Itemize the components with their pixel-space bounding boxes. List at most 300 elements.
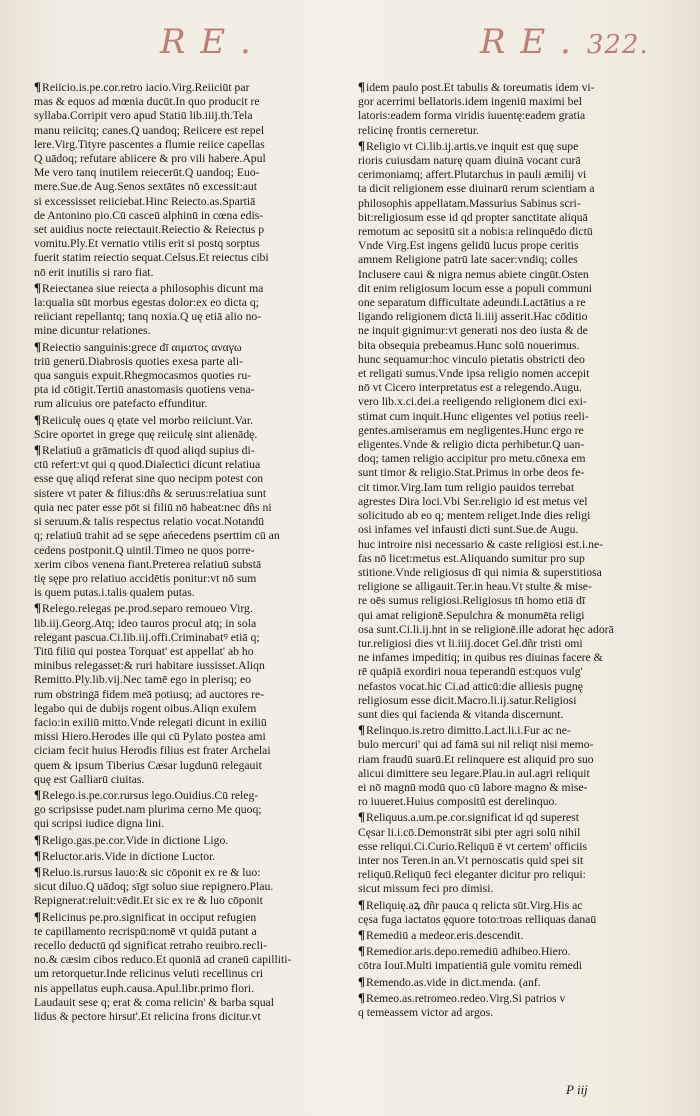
line-text: doq; tamen religio accipitur pro metu.cōnexa em [358,452,586,466]
text-line [34,803,334,817]
line-text: Remedior.aris.depo.remediū adhibeo.Hiero. [366,945,571,959]
pilcrow-icon: ¶ [358,990,366,1005]
dictionary-entry [358,898,648,927]
dictionary-entry [34,601,334,787]
text-line [34,716,334,730]
text-line [358,840,648,854]
line-text: Reiiculę oues q ętate vel morbo reiiciunt.Var. [42,413,253,427]
line-text: fas nō licet:metus est.Aliquando sumitur pro sup [358,551,585,565]
line-text: osi infames vel infausti dicti sunt.Sue.de Augu. [358,523,579,537]
line-text: Me vero tanq inutilem reiecerūt.Q uandoq; Euo- [34,166,260,180]
text-line [358,944,648,959]
line-text: Vnde Virg.Est ingens gelidū lucus prope ceritis [358,239,579,253]
text-line [358,367,648,381]
line-text: esse reliqui.Ci.Curio.Reliquū ē vt certem' officiis [358,839,588,853]
text-line [34,880,334,894]
text-line [34,645,334,659]
text-line [358,738,648,752]
text-line [358,959,648,973]
text-line [358,197,648,211]
signature-mark: P iij [566,1082,588,1097]
line-text: lere.Virg.Tityre pascentes a flumie reiice capellas [34,137,265,151]
line-text: xerim cibos venena fiant.Preterea relatiuū substā [34,557,262,571]
dictionary-entry [34,340,334,412]
text-line [358,495,648,509]
line-text: gentes.amiseramus em negligentes.Hunc ergo re [358,423,584,437]
text-line [34,773,334,787]
text-line [358,694,648,708]
pilcrow-icon: ¶ [34,339,42,354]
text-line [358,95,648,109]
dictionary-entry [358,928,648,943]
line-text: cedens postponit.Q uintil.Timeo ne quos porre- [34,543,255,557]
pilcrow-icon: ¶ [358,80,366,94]
text-line [34,223,334,237]
line-text: ro iuueret.Huius compositū est derelinquo. [358,795,558,809]
text-line [358,239,648,253]
text-line [34,152,334,166]
text-line [34,730,334,744]
line-text: mere.Sue.de Aug.Senos sextātes nō excessit:aut [34,180,257,194]
text-line [358,452,648,466]
text-line [34,124,334,138]
text-line [34,572,334,586]
text-line [358,898,648,913]
line-text: Remendo.as.vide in dict.menda. (anf. [366,975,541,989]
text-line [358,466,648,480]
pilcrow-icon: ¶ [34,787,42,802]
pilcrow-icon: ¶ [34,909,42,924]
line-text: religione se alligauit.Ter.in heau.Vt stulte & mise- [358,580,592,594]
text-line [34,673,334,687]
text-line [358,991,648,1006]
line-text: osa sunt.Ci.li.ij.hnt in se religionē.ille adorat hęc adorā [358,622,614,636]
line-text: stitione.Vnde religiosus dī qui nimia & superstitiosa [358,565,602,579]
line-text: quem & ipsum Tiberius Cæsar lugdunū relegauit [34,758,262,772]
text-line [358,580,648,594]
pilcrow-icon: ¶ [34,412,42,427]
line-text: quę est Galliarū ciuitas. [34,772,145,786]
line-text: latoris:eadem forma viridis iuuentę:eadem gratia [358,109,586,123]
line-text: esse quę aliqd referat sine quo necipm potest con [34,472,264,486]
text-line [34,413,334,428]
text-line [358,225,648,239]
line-text: fuerit statim reiectio sequat.Celsus.Et reiectus cibi [34,251,269,265]
line-text: hunc sequamur:hoc vinculo pietatis obstricti deo [358,352,585,366]
line-text: manu reiicitq; canes.Q uandoq; Reiicere est repel [34,123,265,137]
text-line [34,487,334,501]
pilcrow-icon: ¶ [34,80,42,94]
handwritten-note-right [480,22,649,62]
line-text: triū generū.Diabrosis quoties exesa parte ali- [34,354,244,368]
text-line [34,529,334,543]
dictionary-entry [34,910,334,1025]
text-line [358,124,648,138]
text-line [358,826,648,840]
hand-note-text: R E . [480,22,573,62]
text-line [358,810,648,825]
line-text: si excessisset reiiciebat.Hinc Reiecto.as.Spartiā [34,194,256,208]
text-line [34,702,334,716]
line-text: rē quāpiā exordiri noua teperandū est:quos vulg' [358,665,583,679]
line-text: eligentes.Vnde & religio dicta perhibetur.Q uan- [358,438,585,452]
line-text: bita obsequia prebeamus.Hunc solū nouerimus. [358,338,580,352]
line-text: Reiicio.is.pe.cor.retro iacio.Virg.Reiiciūt par [42,81,250,94]
text-line [358,296,648,310]
dictionary-entry [358,139,648,722]
line-text: stimat cum inquit.Hunc eligentes vel potius reeli- [358,409,589,423]
line-text: Relego.relegas pe.prod.separo remoueo Virg. [42,602,253,616]
line-text: agrestes Dira loci.Vbi Ser.religio id est metus vel [358,494,588,508]
text-line [358,928,648,943]
text-line [34,910,334,925]
line-text: solicitudo ab eo q; mentem religet.Inde dies religi [358,509,591,523]
line-text: bulo mercuri' qui ad famā sui nil reliqt nisi memo- [358,738,594,752]
line-text: Religio vt Ci.lib.ij.artis.ve inquit est quę supe [366,139,579,153]
text-line [34,925,334,939]
text-line [358,80,648,95]
text-line [34,586,334,600]
handwritten-note-left [160,22,253,62]
text-line [34,443,334,458]
line-text: Reluctor.aris.Vide in dictione Luctor. [42,849,216,863]
line-text: vero lib.x.ci.dei.a reeligendo religionem dici exi- [358,395,587,409]
line-text: ctū refert:vt qui q quod.Dialectici dicunt relatiua [34,458,261,472]
text-line [34,266,334,280]
text-line [34,355,334,369]
line-text: tur.religiosi dies vt li.iiij.docet Gel.dñr tristi omi [358,636,583,650]
text-line [358,854,648,868]
line-text: go scripsisse pudet.nam plurima cerno Me quoq; [34,803,262,817]
text-line [34,296,334,310]
dictionary-entry [358,975,648,990]
text-line [358,665,648,679]
line-text: Remeo.as.retromeo.redeo.Virg.Si patrios v [366,991,566,1005]
line-text: Inclusere caui & nigra nemus abiete cingūt.Osten [358,267,589,281]
text-line [358,566,648,580]
text-line [358,767,648,781]
line-text: ne infames impeditiq; in quibus res diuinas facere & [358,651,603,665]
line-text: qui scripsi iudice digna lini. [34,817,165,831]
dictionary-entry [358,80,648,138]
line-text: rum alicuius ore patefacto effunditur. [34,397,208,411]
line-text: cit timor.Virg.Iam tum religio pauidos terrebat [358,480,575,494]
text-line [34,601,334,616]
text-line [358,795,648,809]
line-text: remotum ac sepositū sit a nobis:a relinquēdo dictū [358,225,593,239]
line-text: cęsa fuga iactatos ęquore toto:troas relliquas danaū [358,912,597,926]
line-text: qui amat religionē.Sepulchra & monumēta religi [358,608,585,622]
dictionary-entry [34,865,334,909]
text-line [358,623,648,637]
text-line [358,651,648,665]
line-text: Reliquus.a.um.pe.cor.significat id qd superest [366,811,579,825]
line-text: Remediū a medeor.eris.descendit. [366,928,524,942]
text-line [34,209,334,223]
text-line [34,982,334,996]
text-line [34,237,334,251]
dictionary-entry [34,413,334,442]
line-text: legabo qui de dubijs rogent oibus.Aliqn exulem [34,701,257,715]
text-line [34,166,334,180]
line-text: quia nec pater esse pōt si filiū nō habeat:nec dñs ni [34,500,272,514]
line-text: et religati sumus.Vnde ipsa religio nomen accepit [358,367,590,381]
line-text: minibus relegasset:& ruri habitare iussisset.Aliqn [34,659,265,673]
dictionary-entry [358,723,648,809]
text-line [358,753,648,767]
text-line [358,395,648,409]
line-text: Relicinus pe.pro.significat in occiput refugien [42,910,257,924]
pilcrow-icon: ¶ [34,864,42,879]
line-text: ciciam fecit huius Herodis filius est frater Archelai [34,744,271,758]
right-text-column [358,80,648,1021]
pilcrow-icon: ¶ [34,848,42,863]
pilcrow-icon: ¶ [358,944,366,959]
line-text: Reluo.is.rursus lauo:& sic cōponit ex re & luo: [42,865,261,879]
text-line [358,594,648,608]
text-line [358,680,648,694]
line-text: Repignerat:reluit:vēdit.Et sic ex re & luo cōponit [34,894,263,908]
line-text: ta dicit religionem esse diuinarū rerum scientiam a [358,182,595,196]
line-text: ne inquit gignimur:vt generati nos deo iusta & de [358,324,588,338]
line-text: tię sępe pro relatiuo accidētis ponitur:vt nō sum [34,571,257,585]
line-text: dit enim religiosum locum esse a populi communi [358,281,593,295]
text-line [358,211,648,225]
text-line [358,975,648,990]
text-line [358,913,648,927]
line-text: Relatiuū a grāmaticis dī quod aliqd supius di- [42,444,255,458]
text-line [358,882,648,896]
line-text: si seruum.& talis respectus relatio vocat.Notandū [34,515,265,529]
line-text: sunt timor & religio.Stat.Primus in orbe deos fe- [358,466,585,480]
text-line [34,109,334,123]
line-text: nis appellatus euph.causa.Apul.libr.primo flori. [34,981,255,995]
pilcrow-icon: ¶ [34,280,42,295]
text-line [34,501,334,515]
line-text: huc introire nisi necessario & caste religiosi est.i.ne- [358,537,604,551]
text-line [358,139,648,154]
text-line [358,109,648,123]
line-text: missi Hiero.Herodes ille qui cū Pylato postea ami [34,730,266,744]
line-text: religiosum esse dicit.Macro.li.ij.satur.Religiosi [358,693,577,707]
text-line [34,472,334,486]
text-line [358,339,648,353]
text-line [34,310,334,324]
line-text: facio:in exiliū mitto.Vnde relegati dicunt in exiliū [34,715,267,729]
line-text: qua sanguis expuit.Rhegmocasmos quoties ru- [34,369,252,383]
text-line [34,788,334,803]
line-text: syllaba.Corripit vero apud Statiū lib.iiij.th.Tela [34,109,253,123]
line-text: Laudauit sese q; erat & coma relicin' & barba squal [34,995,274,1009]
dictionary-entry [358,944,648,973]
text-line [358,708,648,722]
text-line [358,268,648,282]
dictionary-entry [358,991,648,1020]
line-text: reliquū.Reliquū feci eleganter dicitur pro reliqui: [358,868,586,882]
line-text: cerimoniamq; affert.Plutarchus in pauli æmilij vi [358,168,587,182]
line-text: sicut missum feci pro dimisi. [358,882,494,896]
line-text: Remitto.Ply.lib.vij.Nec tamē ego in plerisq; eo [34,673,252,687]
text-line [358,324,648,338]
pilcrow-icon: ¶ [34,601,42,616]
text-line [358,538,648,552]
dictionary-entry [358,810,648,896]
text-line [34,515,334,529]
line-text: Q uādoq; refutare abiicere & pro vili habere.Apul [34,152,266,166]
text-line [34,659,334,673]
text-line [358,168,648,182]
text-line [34,617,334,631]
dictionary-entry [34,788,334,832]
line-text: no.& cæsim cibos reduco.Et quoniā ad craneū capilliti- [34,953,292,967]
pilcrow-icon: ¶ [358,723,366,738]
text-line [358,310,648,324]
line-text: q; relatiuū trahit ad se sępe ańecedens pserttim cū an [34,529,280,543]
hand-note-text: R E . [160,22,253,62]
text-line [358,381,648,395]
text-line [34,967,334,981]
line-text: gor acerrimi bellatoris.idem ingeniū maximi bel [358,95,582,109]
text-line [34,953,334,967]
line-text: Relinquo.is.retro dimitto.Lact.li.i.Fur ac ne- [366,724,571,738]
line-text: mas & equos ad mœnia ducūt.In quo producit re [34,95,260,109]
text-line [358,438,648,452]
line-text: nefastos vocat.hic Ci.ad atticū:die alliesis pugnę [358,679,583,693]
text-line [34,383,334,397]
text-line [358,868,648,882]
line-text: rioris cuiusdam naturę quam diuinā vocant curā [358,154,581,168]
line-text: Scire oportet in grege quę reiiculę sint alienādę. [34,427,258,441]
text-line [34,939,334,953]
text-line [34,340,334,355]
text-line [358,723,648,738]
text-line [34,138,334,152]
text-line [358,523,648,537]
text-line [34,744,334,758]
text-line [34,180,334,194]
line-text: sunt dies qui facienda & vitanda discernunt. [358,707,564,721]
line-text: inter nos Teren.in an.Vt pernoscatis quid spei sit [358,853,584,867]
text-line [358,637,648,651]
line-text: Relego.is.pe.cor.rursus lego.Ouidius.Cū releg- [42,788,259,802]
text-line [358,509,648,523]
text-line [34,833,334,848]
text-line [34,80,334,95]
line-text: is quem putas.i.talis qualem putas. [34,586,195,600]
text-line [34,558,334,572]
line-text: vomitu.Ply.Et vernatio vtilis erit si postq sorptus [34,237,260,251]
line-text: lidus & pectore hirsut'.Et relicina frons dicitur.vt [34,1010,261,1023]
line-text: te capillamento recrispū:nomē vt quidā putant a [34,924,257,938]
pilcrow-icon: ¶ [358,974,366,989]
text-line [34,195,334,209]
line-text: ligando religionem dictā li.iiij asserit.Hac cōditio [358,310,588,324]
line-text: one separatum difficultate adeundi.Lactātius a re [358,296,586,310]
dictionary-entry [34,80,334,280]
dictionary-entry [34,849,334,864]
text-line [358,781,648,795]
folio-number: 322. [586,30,649,60]
line-text: cōtra Iouī.Multi impatientiā gule vomitu remedi [358,959,582,973]
text-line [34,251,334,265]
text-line [34,324,334,338]
text-line [34,1010,334,1024]
line-text: sicut diluo.Q uādoq; sīgt soluo siue repignero.Plau. [34,880,274,894]
text-line [358,353,648,367]
pilcrow-icon: ¶ [34,443,42,458]
text-line [34,397,334,411]
line-text: bit:religiosum esse id qd propter sanctitate aliquā [358,210,588,224]
line-text: recello deductū qd significat retraho reuibro.recli- [34,938,267,952]
line-text: set auidius nocte reiectauit.Reiectio & Reiectus p [34,223,265,237]
pilcrow-icon: ¶ [34,832,42,847]
text-line [358,410,648,424]
line-text: Reliquię.aꝝ dñr pauca q relicta sūt.Virg.His ac [366,898,583,912]
line-text: Reiectanea siue reiecta a philosophis dicunt ma [42,281,264,295]
text-line [358,609,648,623]
line-text: rum obstringā fidem meā potiusq; ad auctores re- [34,687,265,701]
line-text: de Antonino pio.Cū casceū alphinū in cœna edis- [34,208,264,222]
pilcrow-icon: ¶ [358,897,366,912]
line-text: relicinę frontis cerneretur. [358,123,480,137]
text-line [34,281,334,296]
line-text: alicui dimittere seu legare.Plau.in aul.agri reliquit [358,766,590,780]
line-text: nō erit inutilis si raro fiat. [34,265,154,279]
line-text: um retorquetur.Inde relicinus veluti recellinus cri [34,967,264,981]
text-line [34,631,334,645]
text-line [34,544,334,558]
text-line [34,865,334,880]
text-line [34,428,334,442]
dictionary-entry [34,281,334,339]
line-text: mine dicuntur relationes. [34,324,151,338]
text-line [34,817,334,831]
line-text: philosophis appellatam.Massurius Sabinus scri- [358,196,581,210]
line-text: sistere vt pater & filius:dñs & seruus:relatiua sunt [34,486,267,500]
line-text: idem paulo post.Et tabulis & toreumatis idem vi- [366,81,595,94]
line-text: riam fraudū suarū.Et relinquere est aliquid pro suo [358,752,594,766]
line-text: q temeassem victor ad argos. [358,1006,494,1019]
line-text: ei nō magnū modū quo cū labore magno & mise- [358,780,588,794]
line-text: la:qualia sūt morbus egestas dolor:ex eo dicta q; [34,296,259,310]
dictionary-entry [34,833,334,848]
text-line [358,481,648,495]
line-text: amnem Religione patrū late sacer:vndiq; colles [358,253,578,267]
line-text: lib.iij.Georg.Atq; ideo tauros procul atq; in sola [34,616,257,630]
text-line [358,182,648,196]
text-line [34,759,334,773]
text-line [34,369,334,383]
left-text-column [34,80,334,1025]
line-text: Titū filiū qui postea Torquat' est appellat' ab ho [34,644,254,658]
text-line [358,282,648,296]
pilcrow-icon: ¶ [358,810,366,825]
line-text: re oēs sumus religiosi.Religiosus tn̄ homo etiā dī [358,594,586,608]
dictionary-entry [34,443,334,600]
text-line [34,996,334,1010]
text-line [34,849,334,864]
pilcrow-icon: ¶ [358,138,366,153]
text-line [358,154,648,168]
text-line [358,424,648,438]
text-line [358,552,648,566]
text-line [34,458,334,472]
line-text: Reiectio sanguinis:grece dī αιματος αναγω [42,340,242,354]
pilcrow-icon: ¶ [358,927,366,942]
text-line [34,894,334,908]
line-text: Cęsar li.i.cō.Demonstrāt sibi pter agri solū nihil [358,825,581,839]
text-line [34,688,334,702]
